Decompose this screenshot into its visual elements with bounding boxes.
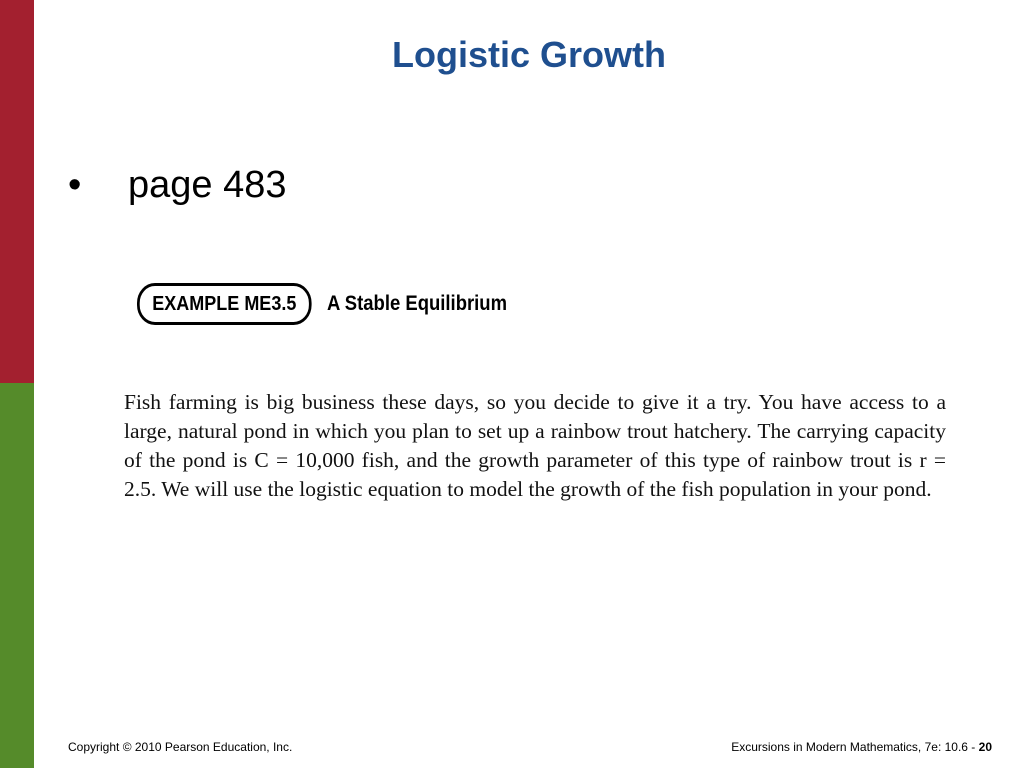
example-label-badge (137, 283, 312, 325)
sidebar-red-band (0, 0, 34, 383)
bullet-text: page 483 (128, 164, 287, 206)
footer-book-reference (731, 740, 992, 754)
example-heading: A Stable Equilibrium (327, 292, 508, 315)
example-label-text: EXAMPLE ME3.5 (152, 292, 297, 315)
footer-page-number: 20 (978, 740, 992, 754)
footer-book-title: Excursions in Modern Mathematics, 7e: 10.6 - (731, 740, 979, 754)
example-header (137, 283, 532, 325)
bullet-item (68, 160, 287, 210)
bullet-symbol: • (68, 164, 82, 206)
footer-copyright: Copyright © 2010 Pearson Education, Inc. (68, 740, 293, 754)
sidebar-green-band (0, 383, 34, 768)
example-paragraph: Fish farming is big business these days, so you decide to give it a try. You have access to a large, natural pond in which you plan to set up a rainbow trout hatchery. The carrying capacity of the pond is C = 10,000 fish, and the growth parameter of this type of rainbow trout is r = 2.5. We will use the logistic equation to model the growth of the fish population in your pond. (124, 390, 946, 501)
slide-title: Logistic Growth (392, 34, 666, 75)
